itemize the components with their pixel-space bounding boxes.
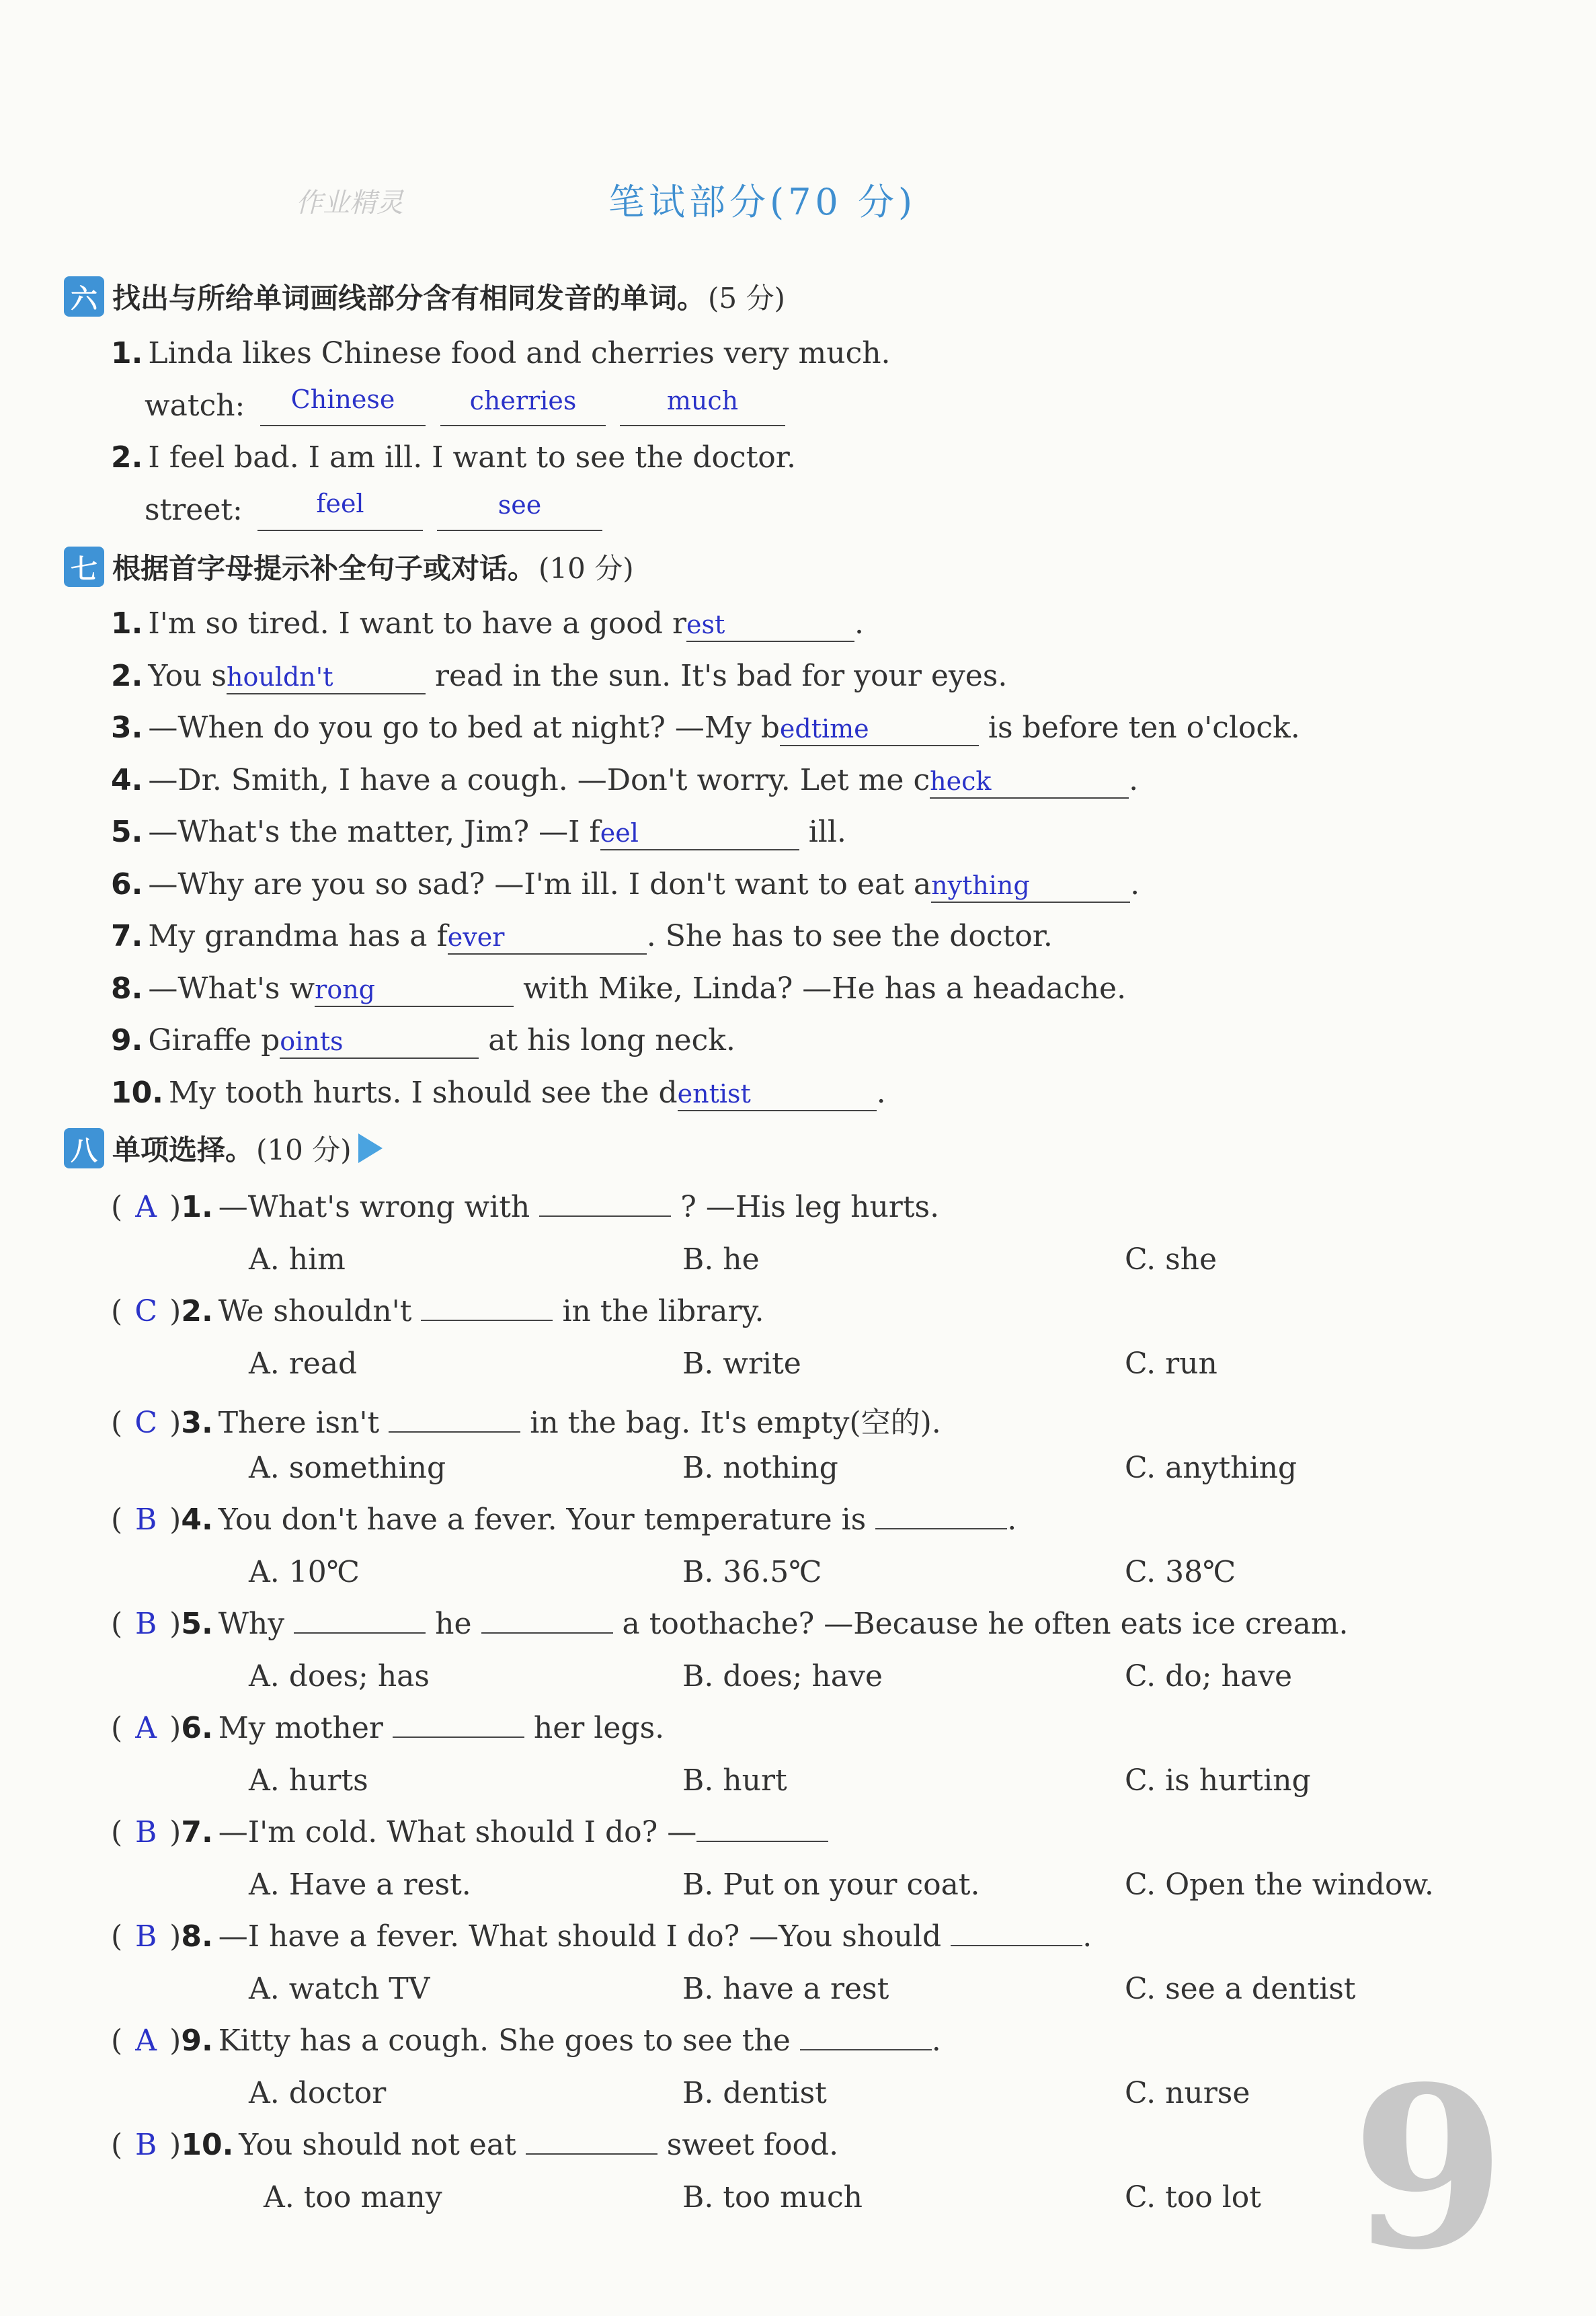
s6-q1-sentence: Linda likes Chinese food and cherries very much. (148, 336, 891, 370)
s6-q2-word: street: (145, 493, 243, 527)
s8-item-4-text-2: . (1007, 1503, 1017, 1537)
s8-item-8-text: —I have a fever. What should I do? —You should (218, 1919, 942, 1954)
s7-item-1 (111, 606, 864, 642)
s7-item-3-after: is before ten o'clock. (988, 711, 1300, 745)
s7-item-1-text: I'm so tired. I want to have a good r (148, 606, 686, 641)
s7-item-10 (111, 1076, 886, 1111)
section-8-title: 单项选择。 (112, 1133, 254, 1166)
s8-item-8: ( B )8. —I have a fever. What should I do? —You should . (111, 1919, 1092, 1954)
s8-item-5-text-2: he (435, 1607, 472, 1641)
s8-item-5-num: 5. (181, 1607, 213, 1641)
s8-item-3-answer[interactable]: C (134, 1406, 157, 1440)
s6-q1-blank-1[interactable] (260, 425, 426, 426)
s8-item-5-text-3: a toothache? —Because he often eats ice cream. (622, 1607, 1349, 1641)
s7-item-2 (111, 659, 1007, 694)
s8-item-1-blank[interactable] (539, 1215, 671, 1217)
s8-item-4-answer[interactable]: B (135, 1503, 157, 1537)
s8-item-9-option-a[interactable]: A. doctor (249, 2076, 387, 2110)
s8-item-3-text-2: in the bag. It's empty(空的). (530, 1406, 941, 1440)
s7-item-2-after: read in the sun. It's bad for your eyes. (434, 659, 1008, 693)
s6-q2-answer-2: see (497, 490, 542, 520)
s8-item-7-blank[interactable] (696, 1841, 828, 1842)
s7-item-5 (111, 815, 846, 850)
s8-item-7-num: 7. (181, 1815, 213, 1849)
s8-item-7-text: —I'm cold. What should I do? — (218, 1815, 697, 1849)
s7-item-10-text: My tooth hurts. I should see the d (168, 1076, 678, 1110)
s8-item-5-option-c[interactable]: C. do; have (1125, 1659, 1293, 1693)
s8-item-3-option-c[interactable]: C. anything (1125, 1451, 1298, 1485)
s7-item-6-num: 6. (111, 867, 143, 902)
s7-item-2-blank[interactable] (227, 659, 426, 694)
s8-item-10-option-b[interactable]: B. too much (682, 2180, 863, 2214)
s6-q2-answer-1: feel (316, 489, 364, 518)
page-title: 笔试部分(70 分) (608, 181, 917, 223)
s7-item-5-num: 5. (111, 815, 143, 849)
s8-item-10-text: You should not eat (239, 2128, 516, 2162)
s8-item-8-option-c[interactable]: C. see a dentist (1125, 1972, 1356, 2006)
s8-item-6-text: My mother (218, 1711, 383, 1745)
section-8-badge: 八 (64, 1128, 104, 1168)
s7-item-4 (111, 763, 1138, 799)
s8-item-3-text: There isn't (218, 1406, 380, 1440)
s7-item-6-blank[interactable] (931, 867, 1130, 903)
s7-item-5-text: —What's the matter, Jim? —I f (148, 815, 600, 849)
s8-item-8-num: 8. (181, 1919, 213, 1954)
s8-item-3-num: 3. (181, 1406, 213, 1440)
s7-item-3-num: 3. (111, 711, 143, 745)
s7-item-9-answer: oints (280, 1027, 344, 1056)
s7-item-10-blank[interactable] (678, 1076, 877, 1111)
s7-item-8-num: 8. (111, 971, 143, 1006)
s8-item-2: ( C )2. We shouldn't in the library. (111, 1294, 764, 1328)
section-6-header (64, 276, 785, 317)
s8-item-10-blank[interactable] (526, 2153, 657, 2155)
section-7-points: (10 分) (538, 552, 634, 585)
section-6-points: (5 分) (708, 282, 785, 315)
s8-item-6-blank[interactable] (393, 1736, 524, 1738)
s7-item-10-after: . (876, 1076, 886, 1110)
s8-item-7-answer[interactable]: B (135, 1815, 157, 1849)
s7-item-1-answer: est (686, 610, 725, 639)
s7-item-7-text: My grandma has a f (148, 919, 448, 953)
s7-item-4-num: 4. (111, 763, 143, 797)
s7-item-7-answer: ever (447, 922, 505, 952)
section-6-title: 找出与所给单词画线部分含有相同发音的单词。 (112, 282, 706, 315)
s8-item-5: ( B )5. Why he a toothache? —Because he often eats ice cream. (111, 1607, 1349, 1641)
s8-item-4-option-b[interactable]: B. 36.5℃ (682, 1555, 822, 1589)
s8-item-10-option-a[interactable]: A. too many (264, 2180, 442, 2214)
s8-item-8-answer[interactable]: B (135, 1919, 157, 1954)
s7-item-7-num: 7. (111, 919, 143, 953)
section-8-points: (10 分) (256, 1133, 352, 1166)
s8-item-7-option-c[interactable]: C. Open the window. (1125, 1868, 1434, 1902)
s7-item-4-answer: heck (930, 766, 992, 796)
s8-item-5-option-b[interactable]: B. does; have (682, 1659, 883, 1693)
s7-item-9-text: Giraffe p (148, 1023, 280, 1057)
s7-item-4-blank[interactable] (930, 763, 1129, 799)
s6-q2-blank-1[interactable] (257, 530, 423, 531)
s7-item-3 (111, 711, 1300, 746)
s6-q1-answer-2: cherries (469, 386, 577, 415)
s7-item-8-answer: rong (315, 975, 375, 1004)
s8-item-5-blank-1[interactable] (294, 1632, 426, 1634)
s8-item-7: ( B )7. —I'm cold. What should I do? — (111, 1815, 828, 1849)
s7-item-9-blank[interactable] (280, 1023, 479, 1059)
s8-item-2-text: We shouldn't (218, 1294, 412, 1328)
s7-item-4-text: —Dr. Smith, I have a cough. —Don't worry. Let me c (148, 763, 930, 797)
s6-q1-answer-1: Chinese (290, 385, 395, 414)
s7-item-7-blank[interactable] (448, 919, 647, 955)
s7-item-9 (111, 1023, 735, 1059)
s8-item-8-text-2: . (1082, 1919, 1092, 1954)
s8-item-10-num: 10. (181, 2128, 234, 2162)
s7-item-3-answer: edtime (779, 714, 869, 744)
page-number: 9 (1351, 2038, 1506, 2299)
s7-item-6-answer: nything (931, 871, 1030, 900)
s8-item-9-option-c[interactable]: C. nurse (1125, 2076, 1250, 2110)
s8-item-9-answer[interactable]: A (135, 2024, 157, 2058)
play-icon[interactable] (358, 1133, 383, 1163)
s7-item-2-text: You s (148, 659, 227, 693)
s7-item-1-after: . (854, 606, 864, 641)
s8-item-1-option-c[interactable]: C. she (1125, 1242, 1218, 1277)
s7-item-8-text: —What's w (148, 971, 315, 1006)
s8-item-2-num: 2. (181, 1294, 213, 1328)
s8-item-6-answer[interactable]: A (135, 1711, 157, 1745)
section-8-header (64, 1127, 383, 1169)
s7-item-3-text: —When do you go to bed at night? —My b (148, 711, 780, 745)
s7-item-3-blank[interactable] (780, 711, 979, 746)
s7-item-4-after: . (1129, 763, 1139, 797)
s8-item-1-option-a[interactable]: A. him (249, 1242, 346, 1277)
s8-item-1-option-b[interactable]: B. he (682, 1242, 760, 1277)
s8-item-2-option-b[interactable]: B. write (682, 1347, 801, 1381)
s6-q2-num: 2. (111, 440, 143, 475)
s6-q2-blank-2[interactable] (437, 530, 602, 531)
s8-item-9-text: Kitty has a cough. She goes to see the (218, 2024, 791, 2058)
s8-item-9: ( A )9. Kitty has a cough. She goes to see the . (111, 2024, 941, 2058)
s7-item-8-after: with Mike, Linda? —He has a headache. (523, 971, 1127, 1006)
s6-q1-blank-3[interactable] (620, 425, 785, 426)
s8-item-6-text-2: her legs. (533, 1711, 665, 1745)
s8-item-8-blank[interactable] (951, 1945, 1082, 1946)
s8-item-4-text: You don't have a fever. Your temperature is (218, 1503, 867, 1537)
s7-item-8 (111, 971, 1126, 1007)
s8-item-5-blank-2[interactable] (481, 1632, 613, 1634)
s6-q2 (111, 440, 796, 475)
s7-item-2-answer: houldn't (226, 662, 333, 692)
s8-item-6-option-b[interactable]: B. hurt (682, 1763, 787, 1798)
s8-item-2-text-2: in the library. (562, 1294, 764, 1328)
s8-item-4-option-a[interactable]: A. 10℃ (249, 1555, 360, 1589)
s8-item-4-option-c[interactable]: C. 38℃ (1125, 1555, 1236, 1589)
s8-item-10-option-c[interactable]: C. too lot (1125, 2180, 1261, 2214)
watermark: 作业精灵 (296, 188, 403, 218)
s8-item-9-blank[interactable] (800, 2049, 932, 2050)
s8-item-6-num: 6. (181, 1711, 213, 1745)
s8-item-10-text-2: sweet food. (666, 2128, 839, 2162)
s8-item-1-text-2: ? —His leg hurts. (680, 1190, 940, 1224)
s6-q1-word: watch: (145, 389, 245, 423)
s8-item-3: ( C )3. There isn't in the bag. It's empty(空的). (111, 1406, 941, 1440)
s8-item-1-answer[interactable]: A (135, 1190, 157, 1224)
s8-item-10-answer[interactable]: B (135, 2128, 157, 2162)
s6-q1-blank-2[interactable] (440, 425, 606, 426)
s7-item-9-after: at his long neck. (488, 1023, 735, 1057)
s8-item-8-option-b[interactable]: B. have a rest (682, 1972, 889, 2006)
s8-item-10: ( B )10. You should not eat sweet food. (111, 2128, 839, 2162)
s6-q1 (111, 336, 891, 370)
s8-item-4: ( B )4. You don't have a fever. Your temperature is . (111, 1503, 1017, 1537)
section-6-badge: 六 (64, 276, 104, 317)
s8-item-2-option-c[interactable]: C. run (1125, 1347, 1218, 1381)
s7-item-5-after: ill. (808, 815, 846, 849)
s8-item-5-answer[interactable]: B (135, 1607, 157, 1641)
s7-item-5-blank[interactable] (600, 815, 799, 850)
s6-q1-num: 1. (111, 336, 143, 370)
s8-item-6-option-c[interactable]: C. is hurting (1125, 1763, 1311, 1798)
s8-item-1-num: 1. (181, 1190, 213, 1224)
s8-item-2-answer[interactable]: C (134, 1294, 157, 1328)
s8-item-4-num: 4. (181, 1503, 213, 1537)
s7-item-7 (111, 919, 1053, 955)
s8-item-8-option-a[interactable]: A. watch TV (249, 1972, 430, 2006)
s7-item-7-after: . She has to see the doctor. (646, 919, 1053, 953)
s8-item-7-option-a[interactable]: A. Have a rest. (249, 1868, 471, 1902)
s8-item-3-blank[interactable] (389, 1431, 520, 1433)
s8-item-7-option-b[interactable]: B. Put on your coat. (682, 1868, 980, 1902)
s7-item-10-answer: entist (677, 1079, 751, 1109)
s8-item-2-option-a[interactable]: A. read (249, 1347, 358, 1381)
s6-q1-answer-3: much (666, 386, 739, 415)
s6-q2-sentence: I feel bad. I am ill. I want to see the doctor. (148, 440, 796, 475)
s7-item-1-num: 1. (111, 606, 143, 641)
s8-item-9-text-2: . (931, 2024, 941, 2058)
s8-item-1-text: —What's wrong with (218, 1190, 530, 1224)
s7-item-5-answer: eel (600, 818, 639, 848)
s7-item-6-text: —Why are you so sad? —I'm ill. I don't want to eat a (148, 867, 932, 902)
s8-item-3-option-a[interactable]: A. something (249, 1451, 446, 1485)
s8-item-5-option-a[interactable]: A. does; has (249, 1659, 430, 1693)
s7-item-9-num: 9. (111, 1023, 143, 1057)
s8-item-6-option-a[interactable]: A. hurts (249, 1763, 368, 1798)
s7-item-1-blank[interactable] (686, 606, 854, 642)
s8-item-9-option-b[interactable]: B. dentist (682, 2076, 827, 2110)
section-7-header (64, 546, 634, 588)
section-7-badge: 七 (64, 547, 104, 587)
s8-item-3-option-b[interactable]: B. nothing (682, 1451, 838, 1485)
s8-item-4-blank[interactable] (875, 1528, 1007, 1529)
s8-item-1: ( A )1. —What's wrong with ? —His leg hurts. (111, 1190, 940, 1224)
s7-item-6 (111, 867, 1140, 903)
s7-item-6-after: . (1130, 867, 1140, 902)
s8-item-5-text: Why (218, 1607, 285, 1641)
s7-item-10-num: 10. (111, 1076, 163, 1110)
s8-item-2-blank[interactable] (421, 1320, 553, 1321)
s8-item-9-num: 9. (181, 2024, 213, 2058)
s7-item-8-blank[interactable] (315, 971, 514, 1007)
section-7-title: 根据首字母提示补全句子或对话。 (112, 552, 536, 585)
s8-item-6: ( A )6. My mother her legs. (111, 1711, 665, 1745)
s7-item-2-num: 2. (111, 659, 143, 693)
